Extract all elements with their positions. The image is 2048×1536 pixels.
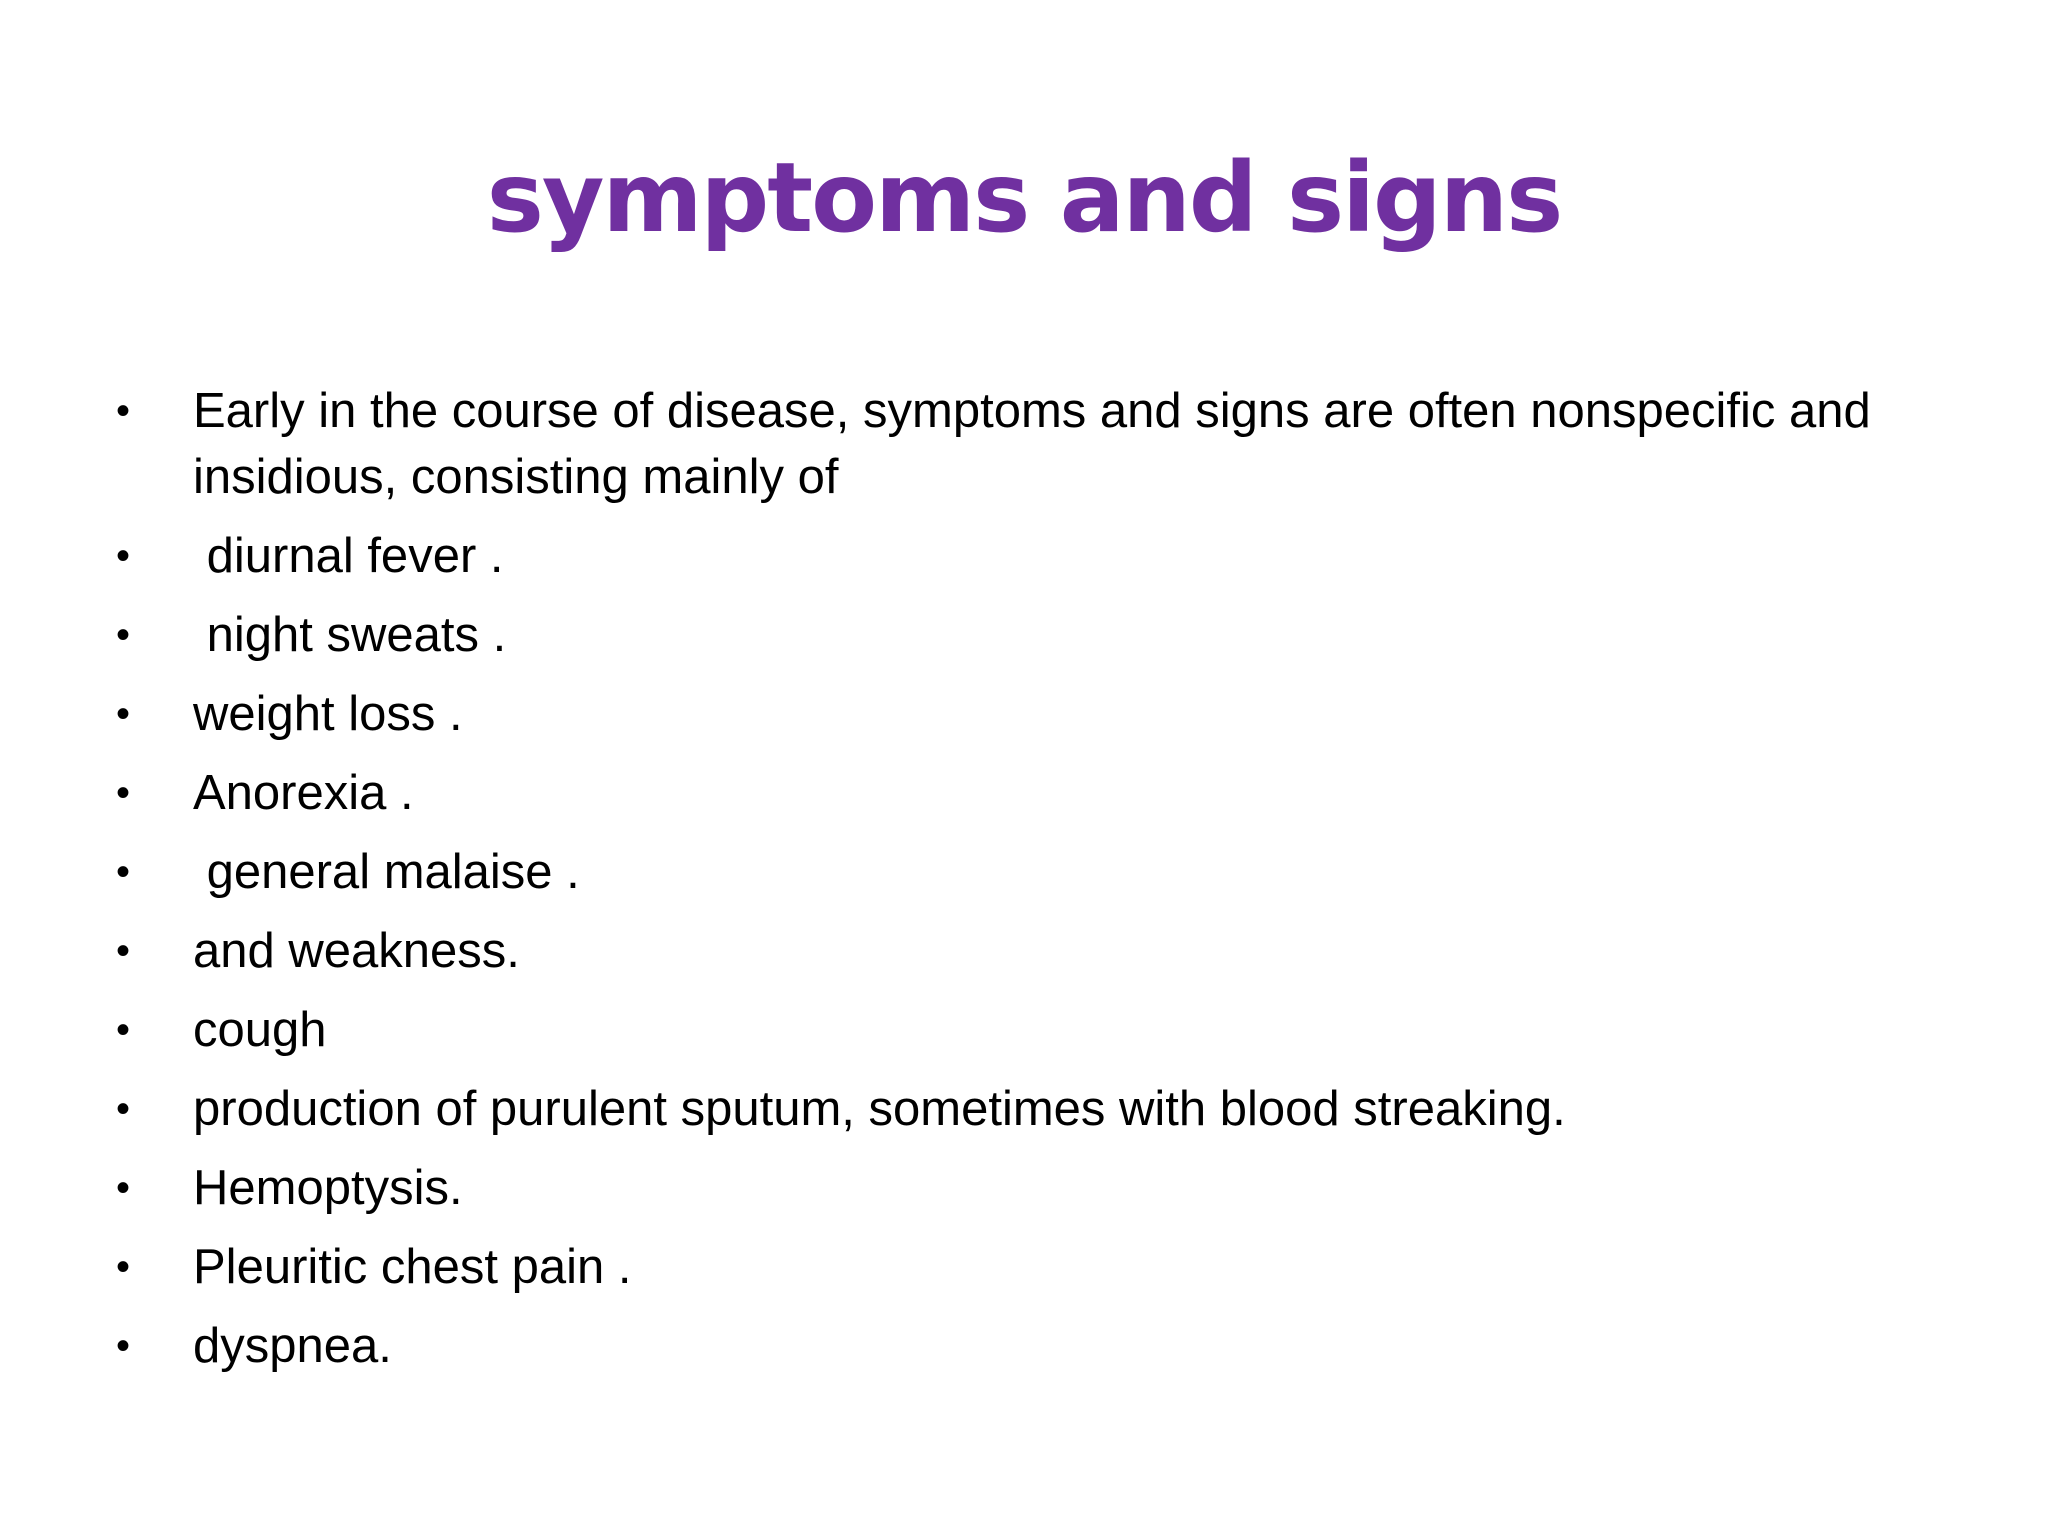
bullet-icon: • bbox=[116, 613, 131, 657]
bullet-text-line: Early in the course of disease, symptoms and signs are often nonspecific and bbox=[193, 384, 1871, 438]
bullet-icon: • bbox=[116, 389, 131, 433]
bullet-icon: • bbox=[116, 850, 131, 894]
bullet-icon: • bbox=[116, 692, 131, 736]
slide-title: symptoms and signs bbox=[486, 142, 1562, 254]
bullet-text-line: production of purulent sputum, sometimes with blood streaking. bbox=[193, 1082, 1566, 1136]
bullet-icon: • bbox=[116, 1324, 131, 1368]
bullet-text-line: cough bbox=[193, 1003, 327, 1057]
bullet-icon: • bbox=[116, 771, 131, 815]
bullet-text-line: diurnal fever . bbox=[193, 529, 504, 583]
bullet-text-line: weight loss . bbox=[193, 687, 463, 741]
bullet-icon: • bbox=[116, 1087, 131, 1131]
bullet-icon: • bbox=[116, 534, 131, 578]
bullet-text-line: Hemoptysis. bbox=[193, 1161, 463, 1215]
bullet-text-line: Pleuritic chest pain . bbox=[193, 1240, 632, 1294]
bullet-text-line: and weakness. bbox=[193, 924, 520, 978]
bullet-icon: • bbox=[116, 929, 131, 973]
bullet-text-line: night sweats . bbox=[193, 608, 507, 662]
bullet-icon: • bbox=[116, 1166, 131, 1210]
bullet-text-line: insidious, consisting mainly of bbox=[193, 450, 839, 504]
bullet-icon: • bbox=[116, 1245, 131, 1289]
bullet-text-line: general malaise . bbox=[193, 845, 580, 899]
bullet-text-line: dyspnea. bbox=[193, 1319, 392, 1373]
bullet-icon: • bbox=[116, 1008, 131, 1052]
bullet-text-line: Anorexia . bbox=[193, 766, 414, 820]
